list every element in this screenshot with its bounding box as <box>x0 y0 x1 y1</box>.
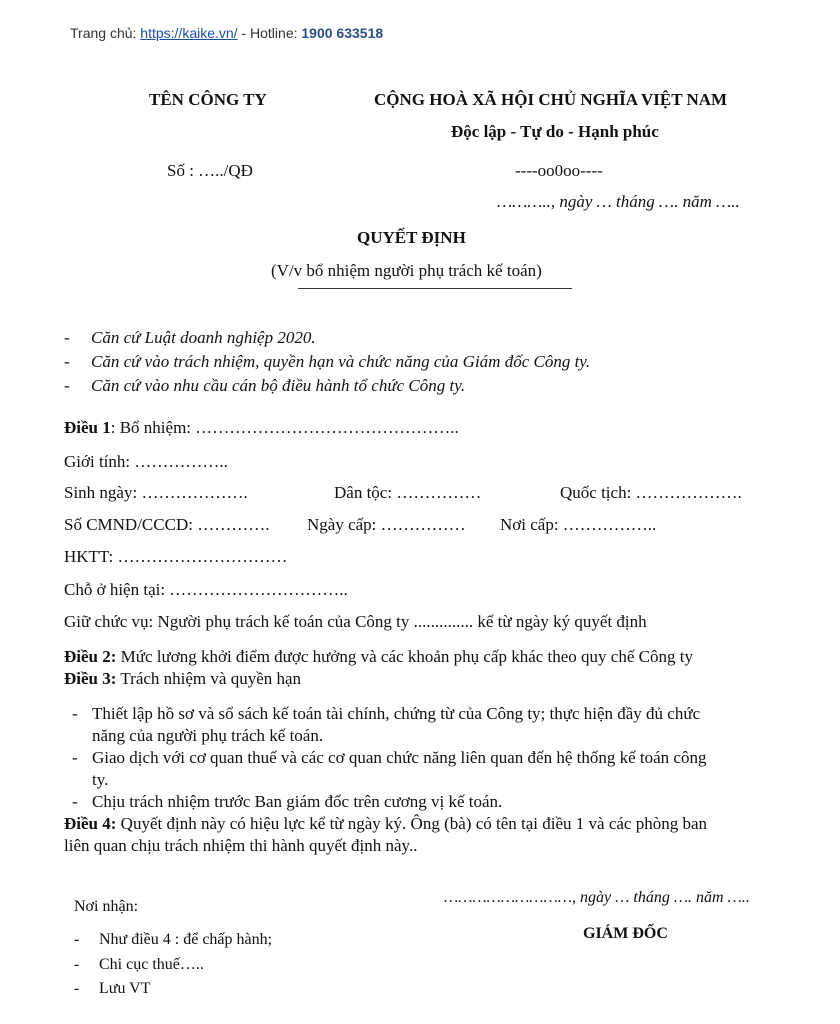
article-4-continued: liên quan chịu trách nhiệm thi hành quyết định này.. <box>64 836 418 855</box>
national-motto: Độc lập - Tự do - Hạnh phúc <box>451 122 659 141</box>
top-bar <box>70 25 383 41</box>
article-3 <box>64 669 301 689</box>
document-title: QUYẾT ĐỊNH <box>357 228 466 247</box>
ornament-line: ----oo0oo---- <box>515 161 603 180</box>
bullet: - <box>72 792 78 811</box>
dob-field: Sinh ngày: ………………. <box>64 483 248 502</box>
issue-place-field: Nơi cấp: …………….. <box>500 515 657 534</box>
nationality-field: Quốc tịch: ………………. <box>560 483 742 502</box>
recipient-item: Lưu VT <box>99 980 151 997</box>
bullet: - <box>64 376 70 395</box>
duty-item-continued: ty. <box>92 770 109 789</box>
bullet: - <box>64 352 70 371</box>
basis-item: Căn cứ vào nhu cầu cán bộ điều hành tổ chức Công ty. <box>91 376 466 395</box>
bullet: - <box>74 956 80 973</box>
issue-date-field: Ngày cấp: …………… <box>307 515 466 534</box>
gender-field: Giới tính: …………….. <box>64 452 228 471</box>
place-date: ……….., ngày … tháng …. năm ….. <box>497 192 740 211</box>
recipient-item: Như điều 4 : để chấp hành; <box>99 931 273 948</box>
ethnicity-field: Dân tộc: …………… <box>334 483 482 502</box>
article-2 <box>64 647 693 667</box>
article-3-text: Trách nhiệm và quyền hạn <box>116 669 302 688</box>
article-4-label: Điều 4: <box>64 814 117 833</box>
homepage-label: Trang chủ: <box>70 25 137 41</box>
residence-field: HKTT: ………………………… <box>64 547 288 566</box>
title-underline <box>298 288 572 289</box>
bullet: - <box>64 328 70 347</box>
signer-title: GIÁM ĐỐC <box>583 925 668 942</box>
article-4-text: Quyết định này có hiệu lực kể từ ngày ký. Ông (bà) có tên tại điều 1 và các phòng ban <box>116 814 708 833</box>
article-1-label: Điều 1 <box>64 418 111 437</box>
document-subject: (V/v bổ nhiệm người phụ trách kế toán) <box>271 261 542 280</box>
duty-item: Chịu trách nhiệm trước Ban giám đốc trên cương vị kế toán. <box>92 792 503 811</box>
basis-item: Căn cứ Luật doanh nghiệp 2020. <box>91 328 316 347</box>
article-4 <box>64 814 707 834</box>
appointee-field: : Bổ nhiệm: ……………………………………….. <box>110 418 459 437</box>
decision-number: Số : …../QĐ <box>167 161 253 180</box>
id-number-field: Số CMND/CCCD: …………. <box>64 515 270 534</box>
current-address-field: Chỗ ở hiện tại: ………………………….. <box>64 580 348 599</box>
hotline-number: 1900 633518 <box>301 25 384 41</box>
company-name: TÊN CÔNG TY <box>149 90 267 109</box>
article-3-label: Điều 3: <box>64 669 117 688</box>
hotline-label: - Hotline: <box>241 25 298 41</box>
bullet: - <box>74 931 80 948</box>
position-field: Giữ chức vụ: Người phụ trách kế toán của Công ty .............. kể từ ngày ký quyết định <box>64 612 647 631</box>
article-2-label: Điều 2: <box>64 647 117 666</box>
basis-item: Căn cứ vào trách nhiệm, quyền hạn và chức năng của Giám đốc Công ty. <box>91 352 591 371</box>
duty-item: Giao dịch với cơ quan thuế và các cơ quan chức năng liên quan đến hệ thống kế toán công <box>92 748 707 767</box>
recipients-label: Nơi nhận: <box>74 898 139 915</box>
sign-date: ………………………, ngày … tháng …. năm ….. <box>444 889 750 906</box>
bullet: - <box>72 704 78 723</box>
duty-item-continued: năng của người phụ trách kế toán. <box>92 726 324 745</box>
recipient-item: Chi cục thuế….. <box>99 956 204 973</box>
bullet: - <box>74 980 80 997</box>
bullet: - <box>72 748 78 767</box>
country-name: CỘNG HOÀ XÃ HỘI CHỦ NGHĨA VIỆT NAM <box>374 90 728 109</box>
duty-item: Thiết lập hồ sơ và sổ sách kế toán tài chính, chứng từ của Công ty; thực hiện đầy đủ chức <box>92 704 701 723</box>
article-1-appoint <box>64 418 459 438</box>
article-2-text: Mức lương khởi điểm được hưởng và các khoản phụ cấp khác theo quy chế Công ty <box>116 647 693 666</box>
homepage-link[interactable]: https://kaike.vn/ <box>140 25 238 41</box>
